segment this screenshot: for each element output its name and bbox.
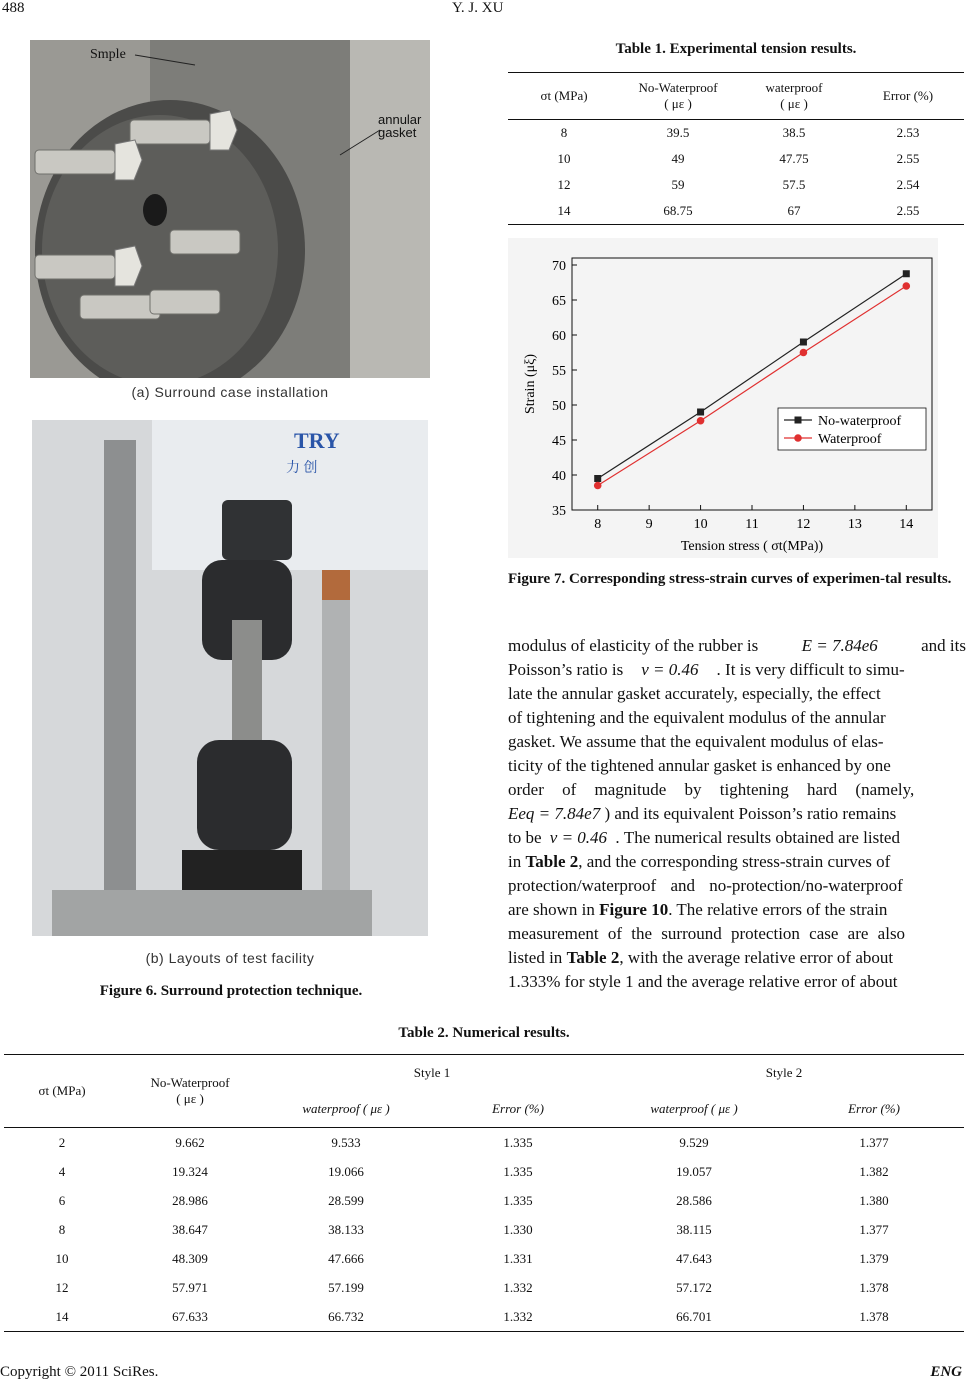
body-line: protection/waterproof and no-protection/no-waterproof	[508, 876, 903, 895]
table-1-header-wp	[736, 73, 852, 120]
label-annular: annular	[378, 112, 422, 127]
table-row	[4, 1302, 964, 1332]
table-row	[4, 1215, 964, 1244]
label-gasket: gasket	[378, 125, 417, 140]
table-cell: 28.599	[328, 1192, 364, 1208]
y-tick-label: 55	[552, 364, 566, 379]
body-line: . The relative errors of the strain	[668, 900, 888, 919]
x-tick-label: 12	[796, 517, 811, 532]
table-cell: 9.529	[679, 1134, 709, 1150]
body-line: ) and its equivalent Poisson’s ratio remains	[604, 804, 897, 823]
footer-copyright: Copyright © 2011 SciRes.	[0, 1364, 159, 1380]
table-cell: 12	[55, 1279, 69, 1295]
legend-marker	[794, 434, 802, 442]
table-row	[508, 146, 964, 172]
equation-e: E = 7.84e6	[801, 636, 878, 655]
legend-label: Waterproof	[818, 432, 882, 447]
body-line: . The numerical results obtained are listed	[615, 828, 900, 847]
table-cell: 6	[58, 1192, 66, 1208]
table-2-ref-2: Table 2	[566, 948, 620, 967]
body-line: modulus of elasticity of the rubber is	[508, 636, 759, 655]
table-cell: 66.732	[328, 1308, 364, 1324]
legend-marker	[795, 417, 802, 424]
table-cell: 1.332	[503, 1308, 533, 1324]
table-cell: 2	[58, 1134, 66, 1150]
table-2-caption: Table 2. Numerical results.	[398, 1025, 570, 1041]
table-1-header-wp-unit: ( με )	[780, 96, 808, 111]
table-cell: 8	[560, 125, 568, 140]
table-cell: 9.533	[331, 1134, 361, 1150]
table-cell: 2.53	[896, 125, 920, 140]
table-cell: 47.666	[328, 1250, 364, 1266]
table-cell: 9.662	[175, 1134, 205, 1150]
table-1-header-nowp-unit: ( με )	[664, 96, 692, 111]
table-cell: 10	[557, 151, 571, 166]
table-cell: 48.309	[172, 1250, 208, 1266]
label-smple: Smple	[90, 47, 126, 62]
y-tick-label: 40	[552, 469, 566, 484]
data-point	[800, 339, 807, 346]
y-tick-label: 65	[552, 294, 566, 309]
table-cell: 38.133	[328, 1221, 364, 1237]
running-author: Y. J. XU	[452, 0, 504, 16]
table-2-header-nowp	[120, 1055, 260, 1128]
table-cell: 1.335	[503, 1192, 533, 1208]
y-tick-label: 35	[552, 504, 566, 519]
table-cell: 1.377	[859, 1221, 889, 1237]
y-tick-label: 50	[552, 399, 566, 414]
data-point	[697, 417, 705, 425]
table-2-header-style1: Style 1	[413, 1065, 451, 1080]
page-number: 488	[2, 0, 25, 16]
table-cell: 1.332	[503, 1279, 533, 1295]
table-cell: 39.5	[666, 125, 690, 140]
table-2	[4, 1054, 964, 1332]
table-cell: 14	[557, 203, 571, 218]
table-cell: 1.335	[503, 1134, 533, 1150]
table-1-header-nowp	[620, 73, 736, 120]
table-1-header-wp-label: waterproof	[765, 80, 823, 95]
series-line-1	[598, 286, 907, 486]
body-line: gasket. We assume that the equivalent modulus of elas-	[508, 732, 884, 751]
body-line: order of magnitude by tightening hard (namely,	[508, 780, 915, 799]
data-point	[697, 409, 704, 416]
table-2-header-sigma: σt (MPa)	[38, 1083, 86, 1098]
table-2-subheader-wp2: waterproof ( με )	[650, 1101, 738, 1116]
figure-6a-caption: (a) Surround case installation	[131, 384, 329, 400]
table-row	[4, 1157, 964, 1186]
data-point	[800, 349, 808, 357]
table-1	[508, 72, 964, 225]
table-cell: 8	[58, 1221, 66, 1237]
table-cell: 49	[671, 151, 685, 166]
table-cell: 1.380	[859, 1192, 889, 1208]
table-cell: 1.335	[503, 1163, 533, 1179]
body-line: listed in	[508, 948, 563, 967]
table-cell: 38.647	[172, 1221, 208, 1237]
table-cell: 1.378	[859, 1279, 889, 1295]
table-cell: 68.75	[663, 203, 693, 218]
table-cell: 12	[557, 177, 571, 192]
table-cell: 67	[787, 203, 801, 218]
table-row	[508, 120, 964, 147]
table-row	[4, 1186, 964, 1215]
body-line: , with the average relative error of about	[619, 948, 894, 967]
figure-7-caption: Figure 7. Corresponding stress-strain curves of experimen-tal results.	[508, 571, 952, 587]
body-line: . It is very difficult to simu-	[716, 660, 905, 679]
y-tick-label: 70	[552, 259, 566, 274]
table-cell: 67.633	[172, 1308, 208, 1324]
plot-area	[572, 258, 932, 510]
table-cell: 1.382	[859, 1163, 889, 1179]
x-tick-label: 11	[745, 517, 759, 532]
data-point	[902, 282, 910, 290]
table-1-header-sigma: σt (MPa)	[540, 88, 588, 103]
body-line: and its	[921, 636, 966, 655]
table-row	[508, 172, 964, 198]
table-cell: 57.172	[676, 1279, 712, 1295]
table-cell: 1.331	[503, 1250, 533, 1266]
table-cell: 57.5	[782, 177, 806, 192]
table-cell: 28.586	[676, 1192, 712, 1208]
test-facility-photo	[32, 420, 428, 936]
figure-10-ref: Figure 10	[599, 900, 669, 919]
equation-nu-2: ν = 0.46	[549, 828, 608, 847]
table-cell: 2.55	[896, 203, 920, 218]
body-line: in	[508, 852, 522, 871]
equation-eeq: Eeq = 7.84e7	[508, 804, 601, 823]
equation-nu: ν = 0.46	[641, 660, 699, 679]
body-line: 1.333% for style 1 and the average relative error of about	[508, 972, 898, 991]
table-cell: 1.379	[859, 1250, 889, 1266]
machine-sign: TRY	[294, 428, 340, 453]
figure-6-caption: Figure 6. Surround protection technique.	[99, 983, 363, 999]
table-cell: 14	[55, 1308, 69, 1324]
table-row	[4, 1244, 964, 1273]
body-line: are shown in	[508, 900, 595, 919]
figure-6b-caption: (b) Layouts of test facility	[145, 950, 315, 966]
body-line: Poisson’s ratio is	[508, 660, 624, 679]
table-2-subheader-err1: Error (%)	[492, 1101, 544, 1116]
table-2-header-nowp-unit: ( με )	[176, 1091, 204, 1106]
table-cell: 47.643	[676, 1250, 712, 1266]
table-2-subheader-err2: Error (%)	[848, 1101, 900, 1116]
body-line: , and the corresponding stress-strain curves of	[578, 852, 891, 871]
table-cell: 19.057	[676, 1163, 712, 1179]
table-2-subheader-wp1: waterproof ( με )	[302, 1101, 390, 1116]
table-cell: 2.54	[896, 177, 920, 192]
body-paragraph	[508, 634, 966, 994]
table-2-header-style2: Style 2	[765, 1065, 803, 1080]
table-row	[4, 1128, 964, 1158]
table-cell: 1.377	[859, 1134, 889, 1150]
table-1-caption: Table 1. Experimental tension results.	[615, 41, 857, 57]
table-cell: 1.378	[859, 1308, 889, 1324]
figure-6a	[30, 40, 430, 410]
body-line: of tightening and the equivalent modulus of the annular	[508, 708, 886, 727]
data-point	[903, 270, 910, 277]
legend-label: No-waterproof	[818, 414, 902, 429]
table-row	[4, 1273, 964, 1302]
table-cell: 47.75	[779, 151, 809, 166]
table-cell: 38.115	[676, 1221, 712, 1237]
figure-7-chart	[508, 238, 938, 558]
figure-6b	[32, 420, 428, 972]
table-cell: 1.330	[503, 1221, 533, 1237]
surround-case-photo	[30, 40, 430, 378]
x-tick-label: 10	[693, 517, 708, 532]
body-line: measurement of the surround protection case are also	[508, 924, 906, 943]
table-cell: 4	[58, 1163, 66, 1179]
x-tick-label: 14	[899, 517, 914, 532]
table-2-header-nowp-label: No-Waterproof	[150, 1075, 230, 1090]
data-point	[594, 475, 601, 482]
body-line: ticity of the tightened annular gasket is enhanced by one	[508, 756, 891, 775]
table-cell: 28.986	[172, 1192, 208, 1208]
body-line: to be	[508, 828, 542, 847]
table-cell: 57.971	[172, 1279, 208, 1295]
table-1-header-error: Error (%)	[882, 88, 934, 103]
body-line: late the annular gasket accurately, especially, the effect	[508, 684, 881, 703]
x-tick-label: 9	[645, 517, 653, 532]
table-cell: 66.701	[676, 1308, 712, 1324]
x-tick-label: 8	[594, 517, 602, 532]
footer-journal: ENG	[930, 1364, 962, 1380]
table-cell: 57.199	[328, 1279, 364, 1295]
table-cell: 38.5	[782, 125, 806, 140]
y-tick-label: 45	[552, 434, 566, 449]
table-cell: 19.066	[328, 1163, 364, 1179]
table-2-ref: Table 2	[525, 852, 579, 871]
y-axis-label: Strain (μξ)	[523, 353, 538, 415]
x-axis-label: Tension stress ( σt(MPa))	[680, 539, 824, 554]
table-cell: 19.324	[172, 1163, 208, 1179]
machine-sign-cn: 力 创	[286, 461, 318, 476]
table-cell: 2.55	[896, 151, 920, 166]
table-cell: 10	[55, 1250, 69, 1266]
table-row	[508, 198, 964, 225]
x-tick-label: 13	[847, 517, 862, 532]
data-point	[594, 482, 602, 490]
table-cell: 59	[671, 177, 685, 192]
y-tick-label: 60	[552, 329, 566, 344]
table-1-header-nowp-label: No-Waterproof	[638, 80, 718, 95]
